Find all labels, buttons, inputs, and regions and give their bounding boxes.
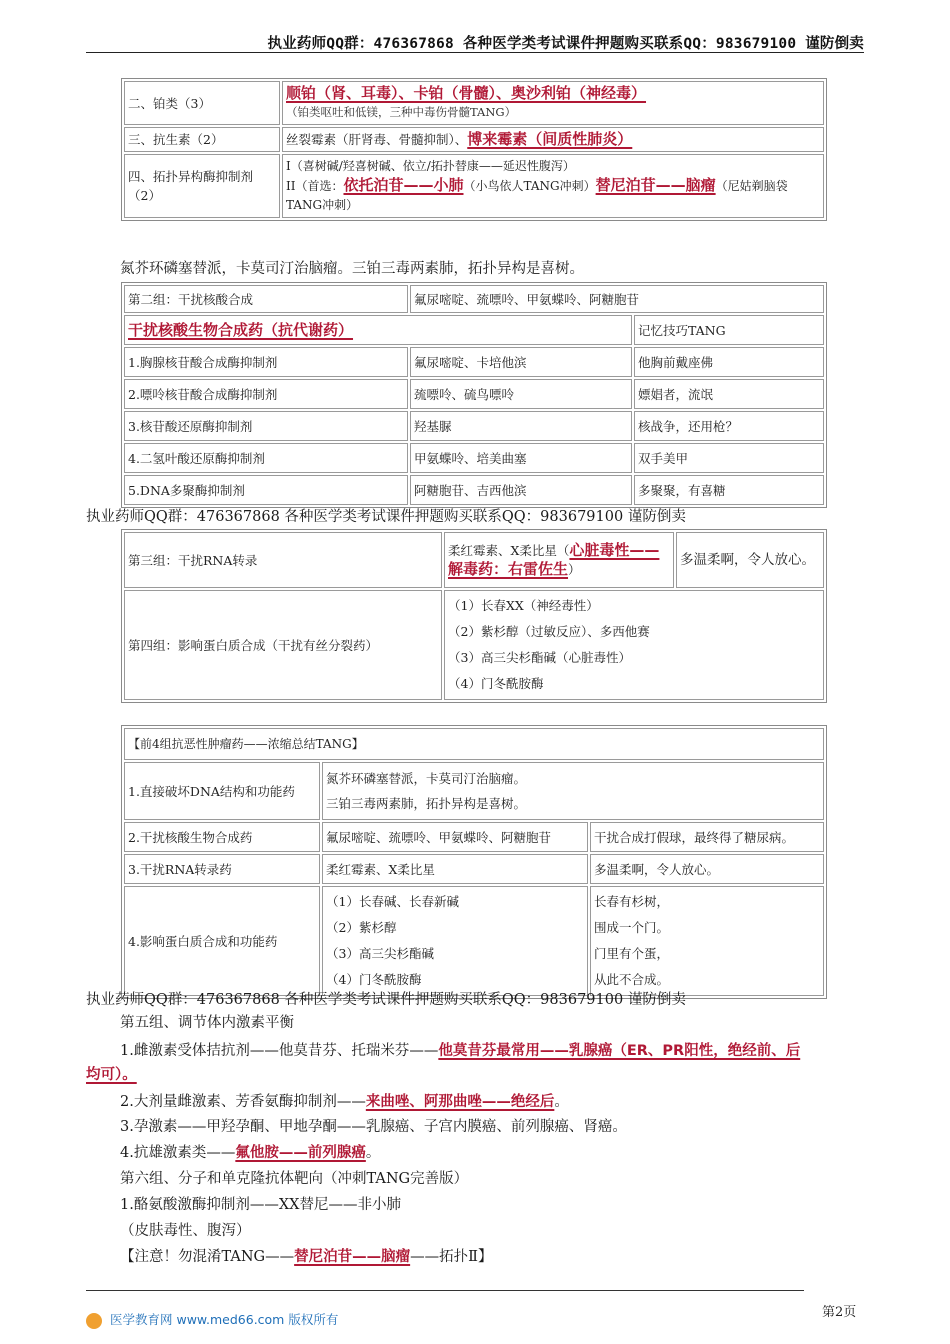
row-label: 4.二氢叶酸还原酶抑制剂 [124,443,408,473]
list-item: 氮芥环磷塞替派，卡莫司汀治脑瘤。 [326,771,527,786]
row-label: 1.胸腺核苷酸合成酶抑制剂 [124,347,408,377]
row-label: 4.影响蛋白质合成和功能药 [124,886,320,996]
logo-icon [86,1313,102,1329]
row-label: 三、抗生素（2） [124,127,280,152]
list-item: 长春有杉树， [594,894,670,909]
footer-rule [86,1290,804,1291]
row-tip: 干扰合成打假球，最终得了糖尿病。 [590,822,824,852]
highlight-text: 顺铂（肾、耳毒）、卡铂（骨髓）、奥沙利铂（神经毒） [286,84,647,102]
row-label: 5.DNA多聚酶抑制剂 [124,475,408,505]
list-item: 门里有个蛋， [594,946,670,961]
progestin-line: 3.孕激素——甲羟孕酮、甲地孕酮——乳腺癌、子宫内膜癌、前列腺癌、肾癌。 [120,1119,627,1135]
estrogen-antagonist-line-cont [86,1064,137,1086]
watermark-line: 执业药师QQ群：476367868 各种医学类考试课件押题购买联系QQ：983679100 谨防倒卖 [86,509,686,525]
topo-ii-line [286,176,820,215]
row-content [282,154,824,218]
summary-table [121,725,827,999]
row-label: 二、铂类（3） [124,81,280,125]
list-item: （4）门冬酰胺酶 [448,676,544,691]
row-label: 四、拓扑异构酶抑制剂（2） [124,154,280,218]
plain-text: ——拓扑Ⅱ】 [410,1249,493,1265]
plain-text: 柔红霉素、X柔比星（ [448,543,570,558]
row-label: 第四组：影响蛋白质合成（干扰有丝分裂药） [124,590,442,700]
highlight-text: 博来霉素（间质性肺炎） [467,130,633,148]
table-row [124,728,824,760]
table-row [124,475,824,505]
header-rule [86,52,864,53]
list-item: （2）紫杉醇（过敏反应）、多西他赛 [448,624,650,639]
row-items [444,590,824,700]
rights-text: 版权所有 [288,1312,339,1327]
site-url[interactable]: www.med66.com [176,1312,285,1327]
plain-text: 4.抗雄激素类—— [120,1145,236,1161]
table-row [124,154,824,218]
note-text: （铂类呕吐和低镁，三种中毒伤骨髓TANG） [286,105,517,119]
caution-line [120,1246,492,1268]
row-drugs: 氟尿嘧啶、巯嘌呤、甲氨蝶呤、阿糖胞苷 [322,822,588,852]
highlight-text: 氟他胺——前列腺癌 [235,1145,366,1161]
row-label: 1.直接破坏DNA结构和功能药 [124,762,320,820]
row-drugs: 柔红霉素、X柔比星 [322,854,588,884]
summary-mnemonic: 氮芥环磷塞替派，卡莫司汀治脑瘤。三铂三毒两素肺，拓扑异构是喜树。 [120,261,584,277]
page-number: 第2页 [822,1305,857,1320]
antimetabolite-table [121,282,827,508]
list-item: （3）高三尖杉酯碱 [326,946,434,961]
section-title [124,315,632,345]
plain-text: 2.大剂量雌激素、芳香氨酶抑制剂—— [120,1094,366,1110]
row-label: 3.干扰RNA转录药 [124,854,320,884]
plain-text: II（首选： [286,179,344,193]
list-item: （2）紫杉醇 [326,920,397,935]
table-row [124,822,824,852]
plain-text: （尼姑剃脑袋TANG冲刺） [286,179,788,212]
row-drugs: 阿糖胞苷、吉西他滨 [410,475,632,505]
highlight-text: 依托泊苷——小肺 [343,176,464,194]
row-drugs: 甲氨蝶呤、培美曲塞 [410,443,632,473]
brand-name: 医学教育网 [109,1312,173,1327]
row-items [322,886,588,996]
table-row [124,285,824,313]
table-row [124,854,824,884]
tki-side-effects: （皮肤毒性、腹泻） [120,1223,251,1239]
table-row [124,886,824,996]
row-tip: 嫖娼者，流氓 [634,379,824,409]
plain-text: ） [568,562,581,577]
row-content [322,762,824,820]
row-label: 2.干扰核酸生物合成药 [124,822,320,852]
table-row [124,315,824,345]
mnemonic-header: 记忆技巧TANG [634,315,824,345]
estrogen-antagonist-line [120,1040,870,1062]
table-row [124,590,824,700]
plain-text: （小鸟依人TANG冲刺） [463,179,596,193]
rna-protein-table [121,529,827,703]
plain-text: 1.雌激素受体拮抗剂——他莫昔芬、托瑞米芬—— [120,1043,439,1059]
table-row [124,532,824,588]
highlight-text: 来曲唑、阿那曲唑——绝经后 [365,1094,555,1110]
list-item: 从此不合成。 [594,972,670,987]
row-tips [590,886,824,996]
table-row [124,347,824,377]
list-item: （4）门冬酰胺酶 [326,972,422,987]
row-tip: 多温柔啊，令人放心。 [676,532,824,588]
row-label: 2.嘌呤核苷酸合成酶抑制剂 [124,379,408,409]
row-tip: 核战争，还用枪？ [634,411,824,441]
group5-title: 第五组、调节体内激素平衡 [120,1015,294,1031]
row-drugs: 羟基脲 [410,411,632,441]
list-item: （3）高三尖杉酯碱（心脏毒性） [448,650,631,665]
table-row [124,411,824,441]
page-header: 执业药师QQ群：476367868 各种医学类考试课件押题购买联系QQ：983679100 谨防倒卖 [267,36,864,52]
summary-title: 【前4组抗恶性肿瘤药——浓缩总结TANG】 [124,728,824,760]
aromatase-line [120,1091,569,1113]
row-drugs: 氟尿嘧啶、卡培他滨 [410,347,632,377]
plain-text: 。 [365,1145,381,1161]
row-drugs: 巯嘌呤、硫鸟嘌呤 [410,379,632,409]
highlight-text: 替尼泊苷——脑瘤 [294,1249,411,1265]
row-tip: 双手美甲 [634,443,824,473]
row-tip: 多聚聚，有喜糖 [634,475,824,505]
plain-text: 。 [554,1094,569,1110]
topo-i-line: I（喜树碱/羟喜树碱、依立/拓扑替康——延迟性腹泻） [286,159,575,173]
plain-text: 【注意！勿混淆TANG—— [120,1249,295,1265]
highlight-text: 干扰核酸生物合成药（抗代谢药） [128,320,354,339]
highlight-text: 心脏毒性——解毒药：右雷佐生 [448,541,660,578]
table-row [124,81,824,125]
watermark-line: 执业药师QQ群：476367868 各种医学类考试课件押题购买联系QQ：983679100 谨防倒卖 [86,992,686,1008]
group6-title: 第六组、分子和单克隆抗体靶向（冲刺TANG完善版） [120,1171,469,1187]
footer-brand [86,1310,338,1329]
group-title: 第二组：干扰核酸合成 [124,285,408,313]
list-item: 围成一个门。 [594,920,670,935]
list-item: （1）长春碱、长春新碱 [326,894,459,909]
plain-text: 丝裂霉素（肝肾毒、骨髓抑制）、 [286,132,468,147]
row-tip: 他胸前戴座佛 [634,347,824,377]
tki-line: 1.酪氨酸激酶抑制剂——XX替尼——非小肺 [120,1197,401,1213]
highlight-text: 他莫昔芬最常用——乳腺癌（ER、PR阳性，绝经前、后 [438,1043,801,1059]
list-item: 三铂三毒两素肺，拓扑异构是喜树。 [326,796,527,811]
highlight-text: 替尼泊苷——脑瘤 [595,176,716,194]
row-content [282,81,824,125]
row-content [282,127,824,152]
table-row [124,127,824,152]
row-label: 3.核苷酸还原酶抑制剂 [124,411,408,441]
highlight-text: 均可）。 [86,1067,137,1083]
group-drugs: 氟尿嘧啶、巯嘌呤、甲氨蝶呤、阿糖胞苷 [410,285,824,313]
table-row [124,443,824,473]
row-tip: 多温柔啊，令人放心。 [590,854,824,884]
platinum-antibiotic-topo-table [121,78,827,221]
table-row [124,762,824,820]
table-row [124,379,824,409]
row-drugs [444,532,674,588]
list-item: （1）长春XX（神经毒性） [448,598,599,613]
row-label: 第三组：干扰RNA转录 [124,532,442,588]
antiandrogen-line [120,1142,380,1164]
